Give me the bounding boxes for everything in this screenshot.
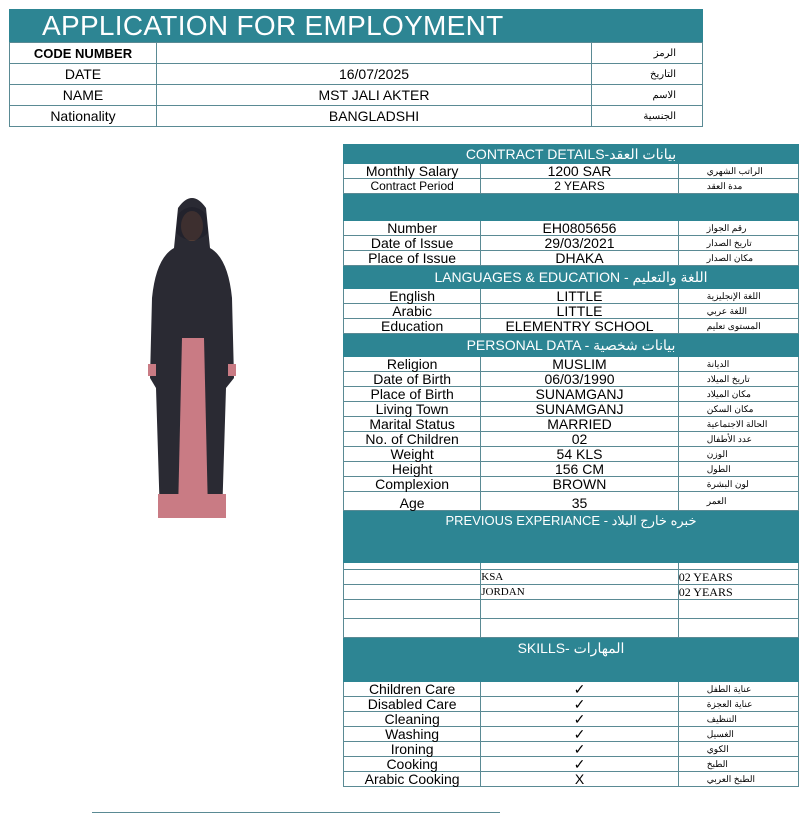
skill-ar: الغسيل (678, 727, 798, 742)
date-ar: التاريخ (592, 64, 703, 85)
complexion-label: Complexion (344, 477, 481, 492)
experience-country: JORDAN (481, 585, 679, 600)
personal-row (344, 477, 799, 492)
period-label: Contract Period (344, 179, 481, 194)
personal-row (344, 387, 799, 402)
personal-row (344, 372, 799, 387)
personal-row (344, 462, 799, 477)
skill-label: Ironing (344, 742, 481, 757)
arabic-value: LITTLE (481, 304, 679, 319)
children-ar: عدد الأطفال (678, 432, 798, 447)
footer-divider (92, 812, 500, 813)
personal-row (344, 417, 799, 432)
passport-number-ar: رقم الجواز (678, 221, 798, 236)
skill-check: ✓ (481, 697, 679, 712)
pob-label: Place of Birth (344, 387, 481, 402)
skills-section-title: SKILLS- المهارات (344, 638, 799, 682)
language-row (344, 304, 799, 319)
skill-label: Cleaning (344, 712, 481, 727)
complexion-ar: لون البشرة (678, 477, 798, 492)
experience-blank-row (344, 600, 799, 619)
passport-row (344, 236, 799, 251)
age-label: Age (344, 492, 481, 511)
date-label: DATE (10, 64, 157, 85)
height-label: Height (344, 462, 481, 477)
passport-row (344, 221, 799, 236)
date-value: 16/07/2025 (157, 64, 592, 85)
salary-ar: الراتب الشهري (678, 164, 798, 179)
contract-section-header (344, 145, 799, 164)
weight-ar: الوزن (678, 447, 798, 462)
skill-check: ✓ (481, 757, 679, 772)
name-label: NAME (10, 85, 157, 106)
age-value: 35 (481, 492, 679, 511)
experience-period: 02 YEARS (678, 570, 798, 585)
dob-label: Date of Birth (344, 372, 481, 387)
contract-row (344, 179, 799, 194)
education-value: ELEMENTRY SCHOOL (481, 319, 679, 334)
name-ar: الاسم (592, 85, 703, 106)
skill-check: X (481, 772, 679, 787)
height-value: 156 CM (481, 462, 679, 477)
code-number-ar: الرمز (592, 43, 703, 64)
age-ar: العمر (678, 492, 798, 511)
contract-section-title: CONTRACT DETAILS-بيانات العقد (344, 145, 799, 164)
experience-blank-row (344, 563, 799, 570)
passport-number-label: Number (344, 221, 481, 236)
passport-section-header (344, 194, 799, 221)
header-table (9, 42, 703, 127)
skill-ar: الطبخ (678, 757, 798, 772)
personal-row (344, 402, 799, 417)
issue-place-ar: مكان الصدار (678, 251, 798, 266)
period-value: 2 YEARS (481, 179, 679, 194)
skill-check: ✓ (481, 742, 679, 757)
nationality-ar: الجنسية (592, 106, 703, 127)
skill-ar: التنظيف (678, 712, 798, 727)
personal-section-header (344, 334, 799, 357)
children-label: No. of Children (344, 432, 481, 447)
skill-ar: الطبخ العربي (678, 772, 798, 787)
english-label: English (344, 289, 481, 304)
contract-row (344, 164, 799, 179)
experience-section-title: PREVIOUS EXPERIANCE - خبره خارج البلاد (344, 511, 799, 563)
marital-value: MARRIED (481, 417, 679, 432)
languages-section-header (344, 266, 799, 289)
name-value: MST JALI AKTER (157, 85, 592, 106)
issue-date-value: 29/03/2021 (481, 236, 679, 251)
issue-place-label: Place of Issue (344, 251, 481, 266)
experience-country: KSA (481, 570, 679, 585)
skill-row (344, 682, 799, 697)
skill-check: ✓ (481, 712, 679, 727)
marital-ar: الحالة الاجتماعية (678, 417, 798, 432)
education-label: Education (344, 319, 481, 334)
weight-label: Weight (344, 447, 481, 462)
header-row-nationality (10, 106, 703, 127)
religion-value: MUSLIM (481, 357, 679, 372)
complexion-value: BROWN (481, 477, 679, 492)
personal-row (344, 492, 799, 511)
experience-section-header (344, 511, 799, 563)
applicant-photo (148, 188, 236, 524)
town-value: SUNAMGANJ (481, 402, 679, 417)
salary-label: Monthly Salary (344, 164, 481, 179)
experience-row (344, 585, 799, 600)
language-row (344, 319, 799, 334)
header-row-date (10, 64, 703, 85)
skill-label: Cooking (344, 757, 481, 772)
page-title: APPLICATION FOR EMPLOYMENT (42, 10, 504, 41)
skill-label: Children Care (344, 682, 481, 697)
pob-ar: مكان الميلاد (678, 387, 798, 402)
experience-row (344, 570, 799, 585)
personal-section-title: PERSONAL DATA - بيانات شخصية (344, 334, 799, 357)
experience-period: 02 YEARS (678, 585, 798, 600)
skill-check: ✓ (481, 682, 679, 697)
skill-label: Disabled Care (344, 697, 481, 712)
town-label: Living Town (344, 402, 481, 417)
skill-row (344, 697, 799, 712)
skill-ar: عناية الطفل (678, 682, 798, 697)
marital-label: Marital Status (344, 417, 481, 432)
dob-value: 06/03/1990 (481, 372, 679, 387)
title-bar (9, 9, 703, 42)
town-ar: مكان السكن (678, 402, 798, 417)
skill-label: Washing (344, 727, 481, 742)
skill-ar: الكوي (678, 742, 798, 757)
children-value: 02 (481, 432, 679, 447)
arabic-ar: اللغة عربي (678, 304, 798, 319)
skills-section-header (344, 638, 799, 682)
arabic-label: Arabic (344, 304, 481, 319)
header-row-name (10, 85, 703, 106)
skill-row (344, 757, 799, 772)
education-ar: المستوى تعليم (678, 319, 798, 334)
nationality-value: BANGLADSHI (157, 106, 592, 127)
period-ar: مدة العقد (678, 179, 798, 194)
languages-section-title: LANGUAGES & EDUCATION - اللغة والتعليم (344, 266, 799, 289)
english-ar: اللغة الإنجليزية (678, 289, 798, 304)
skill-check: ✓ (481, 727, 679, 742)
code-number-label: CODE NUMBER (10, 43, 157, 64)
skill-row (344, 712, 799, 727)
skill-row (344, 742, 799, 757)
nationality-label: Nationality (10, 106, 157, 127)
language-row (344, 289, 799, 304)
skill-row (344, 727, 799, 742)
details-table (343, 144, 799, 787)
weight-value: 54 KLS (481, 447, 679, 462)
religion-label: Religion (344, 357, 481, 372)
skill-row (344, 772, 799, 787)
personal-row (344, 432, 799, 447)
code-number-value (157, 43, 592, 64)
skill-label: Arabic Cooking (344, 772, 481, 787)
issue-date-label: Date of Issue (344, 236, 481, 251)
passport-row (344, 251, 799, 266)
pob-value: SUNAMGANJ (481, 387, 679, 402)
english-value: LITTLE (481, 289, 679, 304)
religion-ar: الديانة (678, 357, 798, 372)
issue-date-ar: تاريخ الصدار (678, 236, 798, 251)
height-ar: الطول (678, 462, 798, 477)
header-row-code (10, 43, 703, 64)
personal-row (344, 357, 799, 372)
salary-value: 1200 SAR (481, 164, 679, 179)
skill-ar: عناية العجزة (678, 697, 798, 712)
experience-blank-row (344, 619, 799, 638)
personal-row (344, 447, 799, 462)
issue-place-value: DHAKA (481, 251, 679, 266)
dob-ar: تاريخ الميلاد (678, 372, 798, 387)
passport-number-value: EH0805656 (481, 221, 679, 236)
